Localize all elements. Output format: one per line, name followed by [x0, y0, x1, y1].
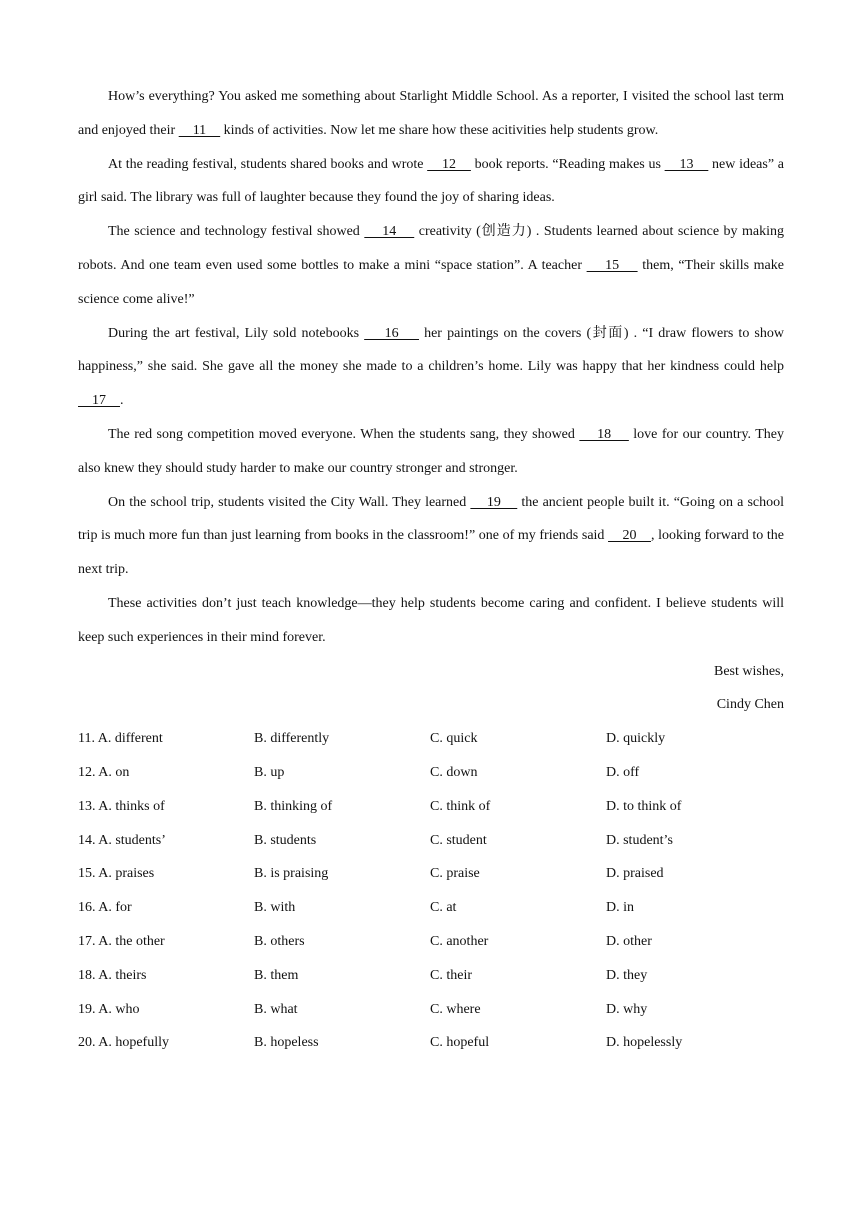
passage-text: creativity (创造力) . Students learned about science by making robots. And one team even used some bottles to make a mini “space station”. A teacher — [78, 224, 785, 273]
blank-19: 19 — [470, 494, 518, 510]
passage-paragraph — [78, 418, 784, 486]
passage — [78, 80, 784, 655]
blank-18: 18 — [579, 426, 629, 442]
option-choice: B. is praising — [254, 866, 329, 882]
option-choice: D. they — [606, 967, 648, 983]
option-choice: B. hopeless — [254, 1035, 319, 1051]
option-choice: C. think of — [430, 798, 491, 814]
option-choice: D. other — [606, 933, 652, 949]
option-choice: B. students — [254, 832, 317, 848]
passage-text: During the art festival, Lily sold notebooks — [108, 325, 365, 341]
option-choice: B. them — [254, 967, 299, 983]
option-choice: B. thinking of — [254, 798, 333, 814]
option-choice: D. praised — [606, 866, 664, 882]
passage-text: , looking forward to the next trip. — [78, 528, 784, 578]
option-choice: C. praise — [430, 866, 480, 882]
blank-16: 16 — [364, 325, 419, 341]
closing-signature: Cindy Chen — [716, 697, 784, 713]
option-row — [78, 993, 784, 1027]
option-choice: C. down — [430, 764, 478, 780]
option-choice: 11. A. different — [78, 731, 163, 747]
option-choice: C. hopeful — [430, 1035, 490, 1051]
passage-paragraph — [78, 148, 784, 216]
passage-text: new ideas” a girl said. The library was full of laughter because they found the joy of sharing ideas. — [78, 156, 784, 206]
option-choice: 20. A. hopefully — [78, 1035, 169, 1051]
option-row — [78, 857, 784, 891]
option-row — [78, 722, 784, 756]
passage-paragraph — [78, 80, 784, 148]
option-choice: C. at — [430, 900, 457, 916]
blank-14: 14 — [364, 224, 415, 240]
option-choice: B. what — [254, 1001, 298, 1017]
passage-paragraph — [78, 587, 784, 655]
option-row — [78, 756, 784, 790]
blank-12: 12 — [427, 156, 471, 172]
passage-text: her paintings on the covers (封面) . “I draw flowers to show happiness,” she said. She gave all the money she made to a children’s home. Lily was happy that her kindness could help — [78, 325, 784, 375]
passage-text: book reports. “Reading makes us — [470, 156, 665, 172]
passage-text: kinds of activities. Now let me share how these acitivities help students grow. — [220, 122, 659, 138]
option-choice: D. student’s — [606, 832, 673, 848]
option-choice: 15. A. praises — [78, 866, 155, 882]
option-choice: B. with — [254, 900, 296, 916]
passage-text: the ancient people built it. “Going on a school trip is much more fun than just learning from books in the classroom!” one of my friends said — [78, 494, 785, 544]
option-choice: D. quickly — [606, 731, 666, 747]
blank-17: 17 — [78, 393, 120, 409]
passage-text: The red song competition moved everyone. When the students sang, they showed — [108, 426, 580, 442]
option-choice: 12. A. on — [78, 764, 130, 780]
option-row — [78, 891, 784, 925]
blank-15: 15 — [586, 257, 638, 273]
option-choice: D. to think of — [606, 798, 682, 814]
option-row — [78, 959, 784, 993]
option-choice: B. up — [254, 764, 285, 780]
option-row — [78, 824, 784, 858]
blank-11: 11 — [178, 122, 221, 138]
option-choice: B. others — [254, 933, 305, 949]
passage-paragraph — [78, 486, 784, 587]
closing-salutation: Best wishes, — [714, 663, 784, 679]
passage-text: them, “Their skills make science come alive!” — [78, 257, 784, 307]
option-choice: C. student — [430, 832, 487, 848]
passage-paragraph — [78, 317, 784, 418]
passage-text: The science and technology festival showed — [108, 224, 365, 240]
option-choice: 17. A. the other — [78, 933, 165, 949]
passage-text: . — [120, 393, 124, 409]
option-choice: 14. A. students’ — [78, 832, 166, 848]
passage-text: These activities don’t just teach knowledge—they help students become caring and confident. I believe students will keep such experiences in their mind forever. — [78, 595, 784, 645]
passage-text: love for our country. They also knew they should study harder to make our country stronger and stronger. — [78, 426, 784, 476]
passage-paragraph — [78, 215, 784, 316]
answer-options — [78, 722, 784, 1060]
passage-text: At the reading festival, students shared books and wrote — [108, 156, 428, 172]
option-choice: C. their — [430, 967, 472, 983]
option-choice: D. why — [606, 1001, 648, 1017]
document-page — [78, 80, 784, 1060]
option-choice: D. hopelessly — [606, 1035, 683, 1051]
option-choice: B. differently — [254, 731, 330, 747]
option-choice: C. where — [430, 1001, 481, 1017]
option-choice: C. quick — [430, 731, 478, 747]
option-choice: 13. A. thinks of — [78, 798, 165, 814]
option-choice: 16. A. for — [78, 900, 132, 916]
option-choice: D. in — [606, 900, 634, 916]
blank-20: 20 — [608, 528, 651, 544]
option-row — [78, 1026, 784, 1060]
option-choice: 18. A. theirs — [78, 967, 147, 983]
option-choice: C. another — [430, 933, 489, 949]
blank-13: 13 — [664, 156, 709, 172]
option-choice: D. off — [606, 764, 640, 780]
option-choice: 19. A. who — [78, 1001, 140, 1017]
passage-text: How’s everything? You asked me something about Starlight Middle School. As a reporter, I visited the school last term and enjoyed their — [78, 89, 784, 138]
option-row — [78, 925, 784, 959]
passage-text: On the school trip, students visited the City Wall. They learned — [108, 494, 471, 510]
option-row — [78, 790, 784, 824]
